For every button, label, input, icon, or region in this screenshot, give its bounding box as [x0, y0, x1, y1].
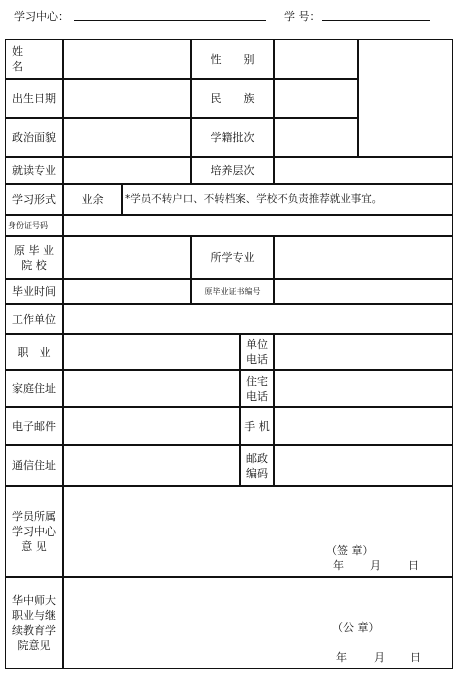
school-opinion-label-line1: 华中师大 — [12, 594, 56, 607]
training-level-label: 培养层次 — [191, 157, 274, 184]
work-phone-label — [240, 334, 274, 370]
study-mode-notice: *学员不转户口、不转档案、学校不负责推荐就业事宜。 — [122, 184, 453, 215]
name-input[interactable] — [63, 39, 191, 79]
original-major-label: 所学专业 — [191, 236, 274, 279]
home-phone-label — [240, 370, 274, 407]
id-number-input[interactable] — [63, 215, 453, 236]
birth-date-label: 出生日期 — [5, 79, 63, 118]
center-opinion-label-line2: 学习中心 — [12, 525, 56, 538]
occupation-label: 职 业 — [5, 334, 63, 370]
original-major-input[interactable] — [274, 236, 453, 279]
original-school-label-line1: 原 毕 业 — [14, 243, 54, 257]
home-address-input[interactable] — [63, 370, 240, 407]
gender-label: 性 别 — [191, 39, 274, 79]
student-no-label: 学 号： — [284, 10, 321, 23]
center-opinion-label-line1: 学员所属 — [12, 510, 56, 523]
id-number-label: 身份证号码 — [5, 215, 63, 236]
training-level-input[interactable] — [274, 157, 453, 184]
study-mode-label: 学习形式 — [5, 184, 63, 215]
registration-form-table — [6, 40, 454, 670]
postcode-label-line2: 编码 — [246, 466, 268, 480]
school-opinion-label-line3: 续教育学 — [12, 624, 56, 637]
enrollment-batch-label: 学籍批次 — [191, 118, 274, 157]
original-school-label — [5, 236, 63, 279]
center-opinion-label-line3: 意 见 — [21, 540, 47, 553]
major-input[interactable] — [63, 157, 191, 184]
study-mode-value: 业余 — [63, 184, 122, 215]
workplace-label: 工作单位 — [5, 304, 63, 334]
school-opinion-label-line2: 职业与继 — [12, 609, 56, 622]
diploma-number-label: 原毕业证书编号 — [191, 279, 274, 304]
home-phone-input[interactable] — [274, 370, 453, 407]
political-status-input[interactable] — [63, 118, 191, 157]
school-opinion-area[interactable] — [63, 577, 453, 669]
original-school-label-line2: 院 校 — [21, 258, 47, 272]
home-address-label: 家庭住址 — [5, 370, 63, 407]
work-phone-input[interactable] — [274, 334, 453, 370]
mobile-input[interactable] — [274, 407, 453, 445]
school-date-year: 年 — [336, 651, 347, 664]
occupation-input[interactable] — [63, 334, 240, 370]
center-opinion-label — [5, 486, 63, 577]
postcode-label — [240, 445, 274, 486]
birth-date-input[interactable] — [63, 79, 191, 118]
home-phone-label-line1: 住宅 — [246, 374, 268, 388]
learning-center-label: 学习中心： — [14, 10, 69, 23]
student-no-input-line[interactable] — [322, 20, 430, 21]
center-opinion-area[interactable] — [63, 486, 453, 577]
home-phone-label-line2: 电话 — [246, 389, 268, 403]
gender-input[interactable] — [274, 39, 358, 79]
ethnicity-input[interactable] — [274, 79, 358, 118]
center-date-month: 月 — [370, 559, 381, 572]
center-date-day: 日 — [408, 559, 419, 572]
graduation-time-label: 毕业时间 — [5, 279, 63, 304]
school-date-month: 月 — [374, 651, 385, 664]
mailing-address-label: 通信住址 — [5, 445, 63, 486]
major-label: 就读专业 — [5, 157, 63, 184]
center-seal-text: （签 章） — [326, 544, 374, 557]
school-seal-text: （公 章） — [332, 621, 380, 634]
postcode-input[interactable] — [274, 445, 453, 486]
email-label: 电子邮件 — [5, 407, 63, 445]
work-phone-label-line1: 单位 — [246, 338, 268, 351]
school-opinion-label — [5, 577, 63, 669]
diploma-number-input[interactable] — [274, 279, 453, 304]
email-input[interactable] — [63, 407, 240, 445]
mailing-address-input[interactable] — [63, 445, 240, 486]
school-date-day: 日 — [410, 651, 421, 664]
political-status-label: 政治面貌 — [5, 118, 63, 157]
graduation-time-input[interactable] — [63, 279, 191, 304]
school-opinion-label-line4: 院意见 — [17, 639, 51, 652]
learning-center-input-line[interactable] — [74, 20, 266, 21]
original-school-input[interactable] — [63, 236, 191, 279]
name-label: 姓 名 — [5, 39, 63, 79]
photo-box[interactable] — [358, 39, 453, 157]
enrollment-batch-input[interactable] — [274, 118, 358, 157]
mobile-label: 手 机 — [240, 407, 274, 445]
postcode-label-line1: 邮政 — [246, 451, 268, 465]
workplace-input[interactable] — [63, 304, 453, 334]
work-phone-label-line2: 电话 — [246, 353, 268, 366]
center-date-year: 年 — [333, 559, 344, 572]
ethnicity-label: 民 族 — [191, 79, 274, 118]
